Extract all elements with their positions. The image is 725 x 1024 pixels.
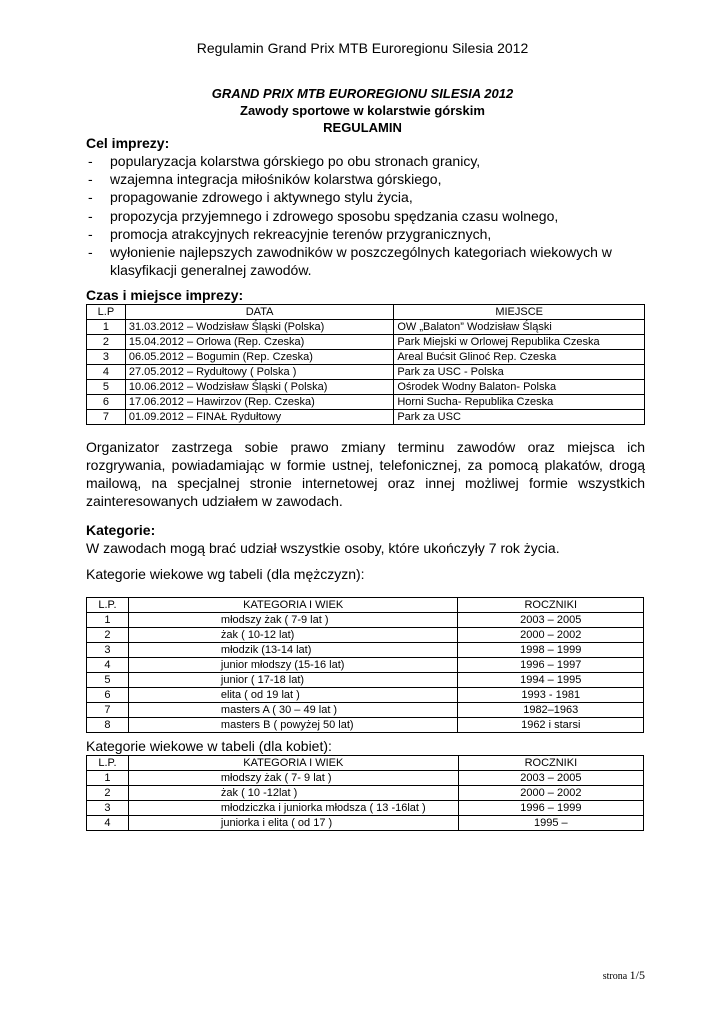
table-row: [87, 395, 645, 410]
table-cell: 1993 - 1981: [458, 688, 644, 703]
table-cell: Horni Sucha- Republika Czeska: [394, 395, 645, 410]
list-item: - wzajemna integracja miłośników kolarstwa górskiego,: [86, 170, 646, 188]
table-cell: 1: [87, 320, 126, 335]
table-row: [87, 365, 645, 380]
table-cell: 27.05.2012 – Rydułtowy ( Polska ): [125, 365, 393, 380]
table-cell: 1996 – 1997: [458, 658, 644, 673]
table-cell: 3: [87, 643, 129, 658]
table-cell: 4: [87, 365, 126, 380]
table-cell: juniorka i elita ( od 17 ): [128, 816, 458, 831]
table-cell: Ośrodek Wodny Balaton- Polska: [394, 380, 645, 395]
document-type: REGULAMIN: [323, 120, 402, 135]
column-header: L.P.: [87, 598, 129, 613]
table-cell: 06.05.2012 – Bogumin (Rep. Czeska): [125, 350, 393, 365]
table-row: [87, 380, 645, 395]
table-cell: 1998 – 1999: [458, 643, 644, 658]
table-cell: 17.06.2012 – Hawirzov (Rep. Czeska): [125, 395, 393, 410]
table-cell: 1982–1963: [458, 703, 644, 718]
table-cell: 2: [87, 628, 129, 643]
men-table-caption: Kategorie wiekowe wg tabeli (dla mężczyzn):: [86, 566, 365, 582]
list-item: - propozycja przyjemnego i zdrowego sposobu spędzania czasu wolnego,: [86, 207, 646, 225]
column-header: KATEGORIA I WIEK: [128, 756, 458, 771]
schedule-heading: Czas i miejsce imprezy:: [86, 287, 244, 303]
table-row: [87, 410, 645, 425]
document-subtitle: Zawody sportowe w kolarstwie górskim: [240, 103, 485, 118]
women-categories-table: [86, 755, 644, 831]
table-header-row: [87, 598, 644, 613]
list-item: - propagowanie zdrowego i aktywnego stylu życia,: [86, 188, 646, 206]
table-cell: OW „Balaton” Wodzisław Śląski: [394, 320, 645, 335]
table-row: [87, 688, 644, 703]
categories-heading: Kategorie:: [86, 522, 156, 538]
table-cell: Park za USC - Polska: [394, 365, 645, 380]
table-row: [87, 801, 644, 816]
table-row: [87, 658, 644, 673]
table-cell: Park za USC: [394, 410, 645, 425]
table-cell: 2000 – 2002: [458, 628, 644, 643]
column-header: MIEJSCE: [394, 305, 645, 320]
page-number: [603, 968, 645, 983]
table-cell: 4: [87, 658, 129, 673]
goals-list: [86, 152, 646, 279]
table-cell: 10.06.2012 – Wodzisław Śląski ( Polska): [125, 380, 393, 395]
table-cell: 3: [87, 801, 129, 816]
table-row: [87, 628, 644, 643]
categories-intro: W zawodach mogą brać udział wszystkie osoby, które ukończyły 7 rok życia.: [86, 540, 560, 556]
table-row: [87, 613, 644, 628]
table-cell: masters A ( 30 – 49 lat ): [128, 703, 458, 718]
table-cell: żak ( 10 -12lat ): [128, 786, 458, 801]
table-cell: młodszy żak ( 7- 9 lat ): [128, 771, 458, 786]
table-cell: 15.04.2012 – Orlowa (Rep. Czeska): [125, 335, 393, 350]
list-item: - promocja atrakcyjnych rekreacyjnie terenów przygranicznych,: [86, 225, 646, 243]
table-cell: Park Miejski w Orlowej Republika Czeska: [394, 335, 645, 350]
table-row: [87, 335, 645, 350]
column-header: KATEGORIA I WIEK: [128, 598, 458, 613]
table-row: [87, 643, 644, 658]
table-row: [87, 703, 644, 718]
table-row: [87, 350, 645, 365]
table-header-row: [87, 305, 645, 320]
page-header: Regulamin Grand Prix MTB Euroregionu Silesia 2012: [196, 40, 529, 56]
table-cell: młodziczka i juniorka młodsza ( 13 -16lat ): [128, 801, 458, 816]
table-row: [87, 771, 644, 786]
list-item: - popularyzacja kolarstwa górskiego po obu stronach granicy,: [86, 152, 646, 170]
table-cell: 01.09.2012 – FINAŁ Rydułtowy: [125, 410, 393, 425]
table-cell: 7: [87, 410, 126, 425]
document-title: GRAND PRIX MTB EUROREGIONU SILESIA 2012: [211, 86, 514, 101]
column-header: L.P.: [87, 756, 129, 771]
table-cell: 31.03.2012 – Wodzisław Śląski (Polska): [125, 320, 393, 335]
table-row: [87, 673, 644, 688]
page-counter: 1/5: [629, 968, 645, 982]
table-cell: 2: [87, 335, 126, 350]
table-cell: junior ( 17-18 lat): [128, 673, 458, 688]
column-header: L.P: [87, 305, 126, 320]
table-cell: 1995 –: [458, 816, 643, 831]
table-cell: elita ( od 19 lat ): [128, 688, 458, 703]
table-cell: 6: [87, 395, 126, 410]
men-categories-table: [86, 597, 644, 733]
table-cell: 2003 – 2005: [458, 771, 643, 786]
table-header-row: [87, 756, 644, 771]
table-cell: junior młodszy (15-16 lat): [128, 658, 458, 673]
women-table-caption: Kategorie wiekowe w tabeli (dla kobiet):: [86, 738, 332, 754]
table-cell: 6: [87, 688, 129, 703]
schedule-table: [86, 304, 645, 425]
column-header: ROCZNIKI: [458, 756, 643, 771]
table-cell: młodzik (13-14 lat): [128, 643, 458, 658]
table-cell: 1: [87, 771, 129, 786]
table-cell: masters B ( powyżej 50 lat): [128, 718, 458, 733]
table-row: [87, 718, 644, 733]
table-cell: 5: [87, 380, 126, 395]
table-cell: 1996 – 1999: [458, 801, 643, 816]
list-item: - wyłonienie najlepszych zawodników w poszczególnych kategoriach wiekowych w klasyfikacji generalnej zawodów.: [86, 243, 646, 279]
table-cell: 2000 – 2002: [458, 786, 643, 801]
table-cell: 8: [87, 718, 129, 733]
table-row: [87, 816, 644, 831]
table-cell: Areal Bućsit Glinoć Rep. Czeska: [394, 350, 645, 365]
table-cell: 5: [87, 673, 129, 688]
page-label: strona: [602, 971, 628, 982]
table-cell: 2: [87, 786, 129, 801]
table-cell: 7: [87, 703, 129, 718]
table-cell: 4: [87, 816, 129, 831]
column-header: ROCZNIKI: [458, 598, 644, 613]
table-cell: 2003 – 2005: [458, 613, 644, 628]
organizer-note: Organizator zastrzega sobie prawo zmiany terminu zawodów oraz miejsca ich rozgrywania, powiadamiając w formie ustnej, telefonicznej, za pomocą plakatów, drogą mailową, na specjalnej stronie internetowej oraz innej możliwej formie wszystkich zainteresowanych udziałem w zawodach.: [86, 439, 645, 509]
table-cell: 1962 i starsi: [458, 718, 644, 733]
column-header: DATA: [125, 305, 393, 320]
table-row: [87, 786, 644, 801]
table-cell: żak ( 10-12 lat): [128, 628, 458, 643]
table-cell: 3: [87, 350, 126, 365]
table-row: [87, 320, 645, 335]
table-cell: młodszy żak ( 7-9 lat ): [128, 613, 458, 628]
table-cell: 1: [87, 613, 129, 628]
goals-heading: Cel imprezy:: [86, 135, 170, 151]
table-cell: 1994 – 1995: [458, 673, 644, 688]
